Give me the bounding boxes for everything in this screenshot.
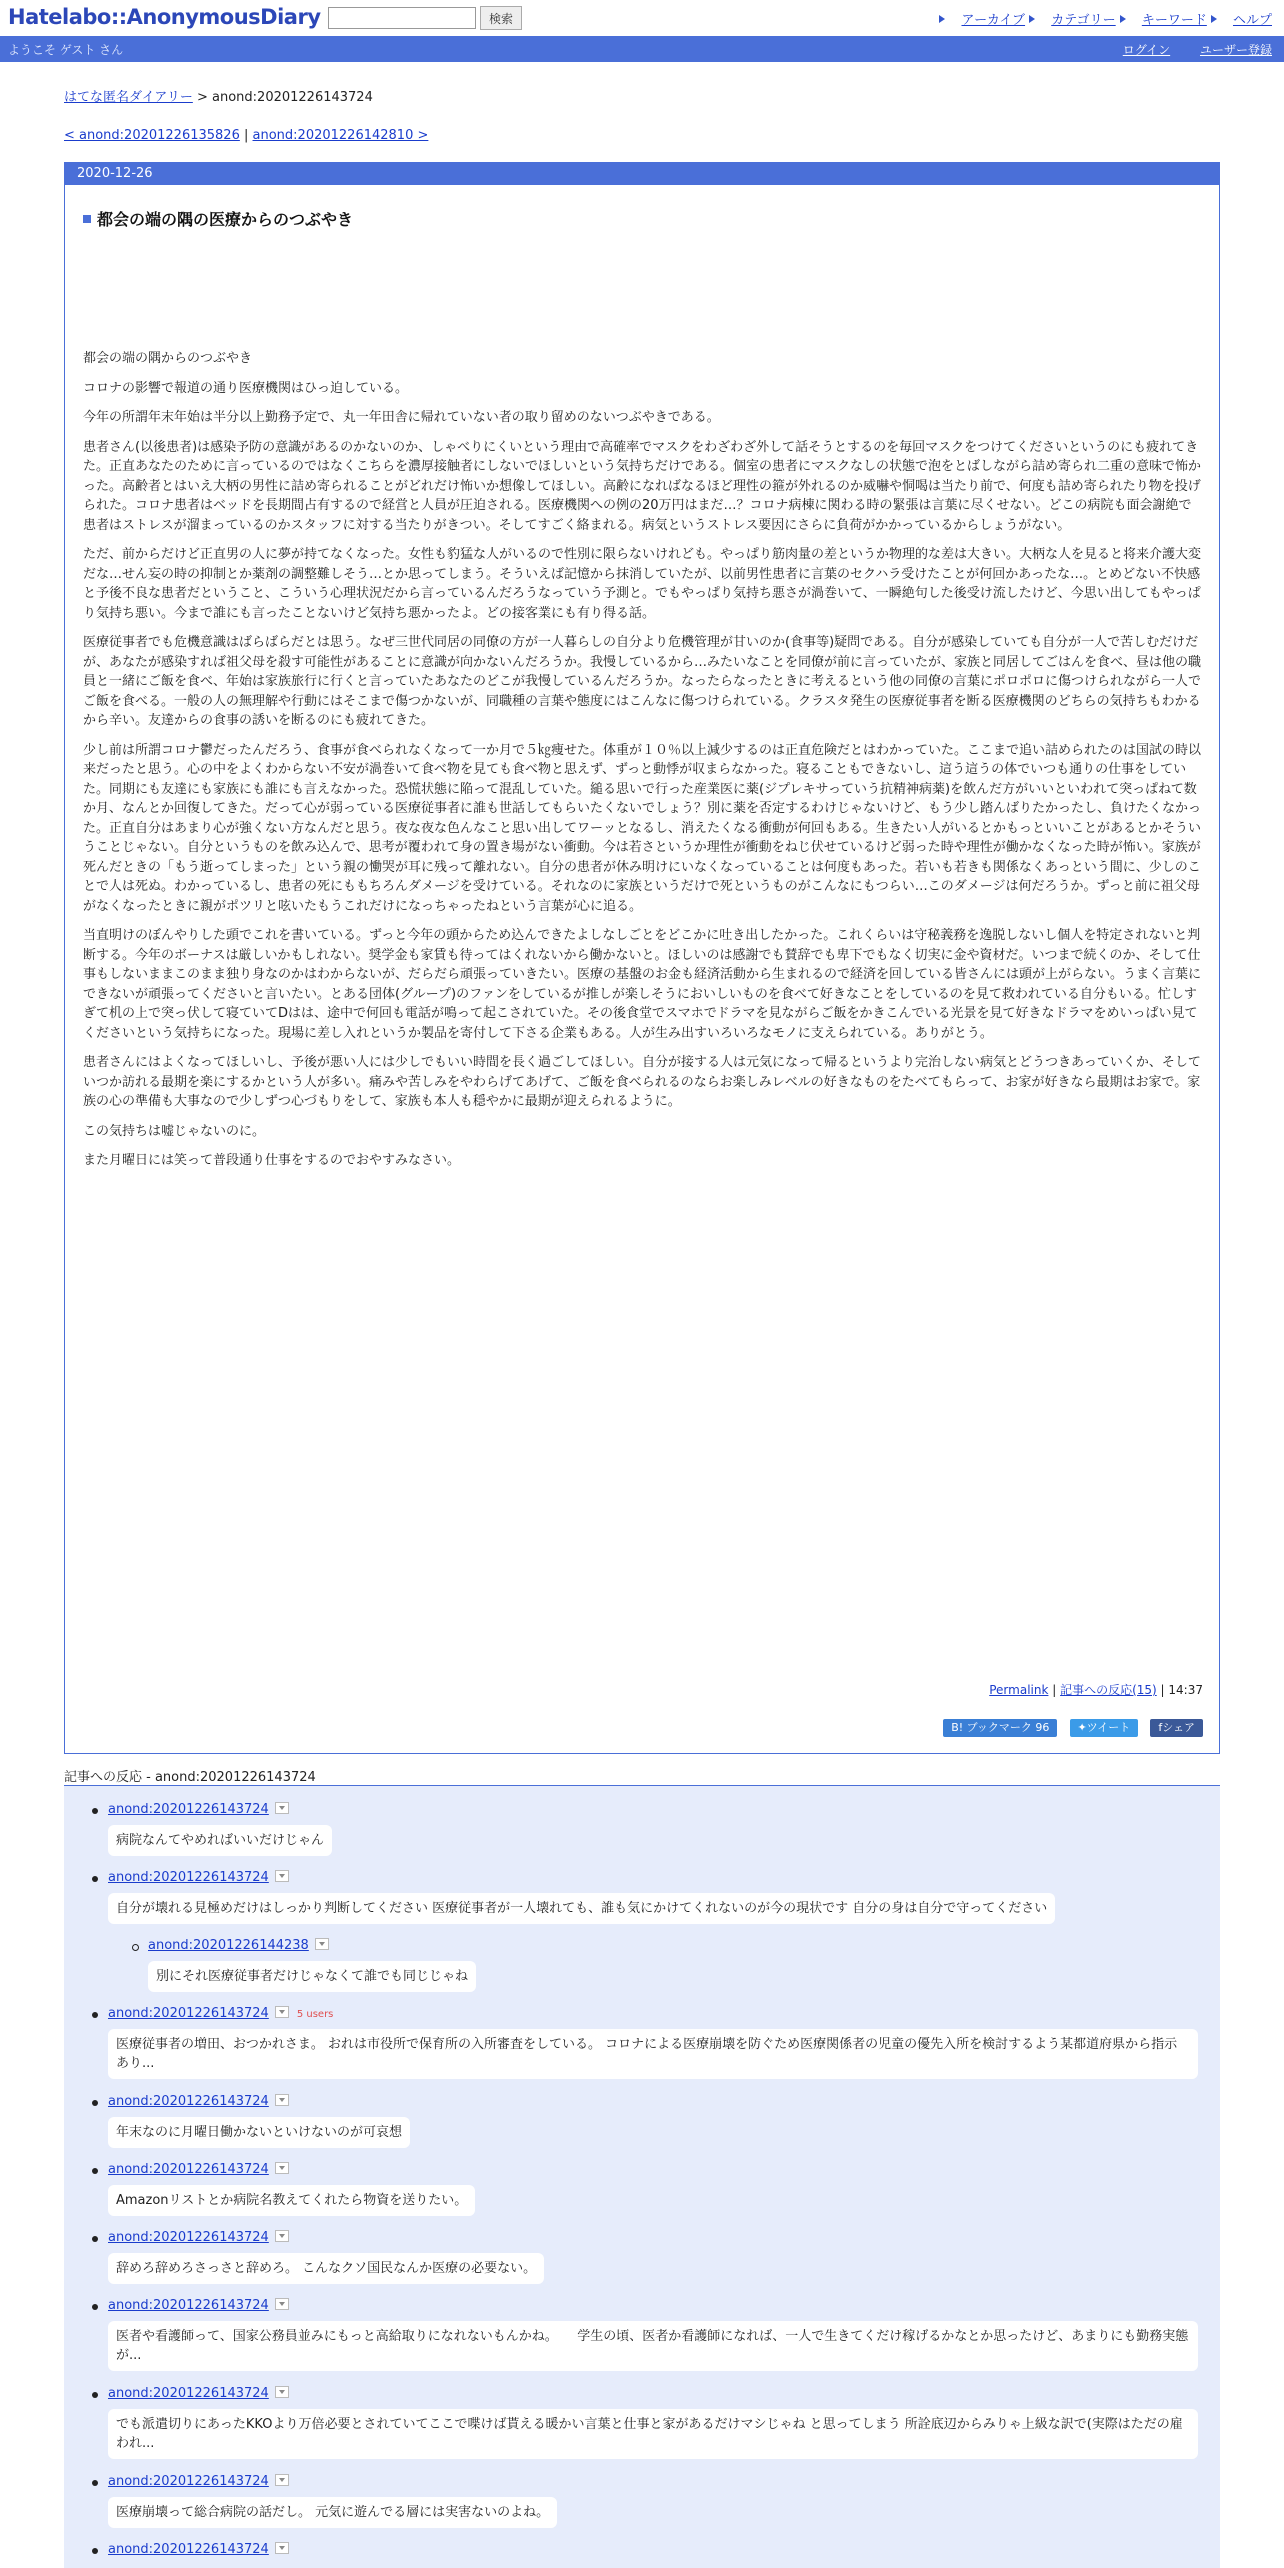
nav-help-link[interactable]: ヘルプ xyxy=(1232,13,1272,28)
entry-paragraph: 少し前は所謂コロナ鬱だったんだろう、食事が食べられなくなって一か月で５㎏痩せた。体重が１０％以上減少するのは正直危険だとはわかっていた。ここまで追い詰められたのは国試の時以来だったと思う。心の中をよくわからない不安が渦巻いて食べ物を見ても食べ物と思えず、ずっと動悸が収まらなかった。寝ることもできないし、這う這うの体でいつも通りの仕事をしていた。同期にも友達にも家族にも誰にも言えなかった。恐慌状態に陥って混乱していた。縋る思いで行った産業医に薬(ジプレキサっていう抗精神病薬)を飲んだ方がいいといわれて突っぱねて数か月、なんとか回復してきた。だって心が弱っている医療従事者に誰も世話してもらいたくないでしょう？別に薬を否定するわけじゃないけど、もう少し踏んばりたかったし、負けたくなかった。正直自分はあまり心が強くない方なんだと思う。夜な夜な色んなこと思い出してワーッとなるし、消えたくなる衝動が何回もある。生きたい人がいるとかもっといいことがあるとかそういうことじゃない。自分というものを飲み込んで、思考が覆われて身の置き場がない衝動。今は若さというか理性が衝動をねじ伏せているけど弱った時や理性が働かなくなった時が怖い。家族が死んだときの「もう逝ってしまった」という親の慟哭が耳に残って離れない。自分の患者が休み明けにいなくなっていることは何度もあった。若いも若きも関係なくあっという間に、少しのことで人は死ぬ。わかっているし、患者の死にももちろんダメージを受けている。それなのに家族というだけで死というものがこんなにもつらい…このダメージは何だろうか。ずっと前に祖父母がなくなったときに親がポツリと呟いたもうこれだけになっちゃったねという言葉が心に追る。 xyxy=(83,742,1202,914)
entry-title xyxy=(83,207,353,230)
entry-title-text[interactable]: 都会の端の隅の医療からのつぶやき xyxy=(97,210,354,229)
square-bullet-icon xyxy=(83,215,91,223)
entry-time: | 14:37 xyxy=(1156,1683,1203,1697)
footer-separator: | xyxy=(1048,1683,1061,1697)
response-link[interactable]: anond:20201226143724 xyxy=(108,2230,269,2245)
arrow-icon xyxy=(1120,15,1126,23)
bullet-icon xyxy=(92,2480,98,2486)
pager-separator: | xyxy=(239,128,253,143)
response-excerpt: 自分が壊れる見極めだけはしっかり判断してください 医療従事者が一人壊れても、誰も気にかけてくれないのが今の現状です 自分の身は自分で守ってください xyxy=(108,1893,1055,1924)
login-link[interactable]: ログイン xyxy=(1122,43,1171,57)
response-excerpt: でも派遣切りにあったKKOより万倍必要とされていてここで喋けば貰える暖かい言葉と仕事と家があるだけマシじゃね と思ってしまう 所詮底辺からみりゃ上級な訳で(実際はただの雇われ... xyxy=(108,2409,1198,2459)
response-link[interactable]: anond:20201226143724 xyxy=(108,2094,269,2109)
entry-paragraph: この気持ちは嘘じゃないのに。 xyxy=(83,1123,266,1139)
twitter-bird-icon: ✦ xyxy=(1077,1721,1087,1734)
response-item xyxy=(108,2386,1198,2459)
response-excerpt: Amazonリストとか病院名教えてくれたら物資を送りたい。 xyxy=(108,2185,475,2216)
entry-paragraph: 今年の所謂年末年始は半分以上勤務予定で、丸一年田舎に帰れていない者の取り留めのないつぶやきである。 xyxy=(83,410,720,425)
response-link[interactable]: anond:20201226143724 xyxy=(108,1802,269,1817)
tweet-button[interactable] xyxy=(1070,1719,1139,1737)
response-excerpt: 医者や看護師って、国家公務員並みにもっと高給取りになれないもんかね。 学生の頃、医者か看護師になれば、一人で生きてくだけ稼げるかなとか思ったけど、あまりにも勤務実態が... xyxy=(108,2321,1198,2371)
bullet-icon xyxy=(92,1808,98,1814)
facebook-icon: f xyxy=(1158,1721,1163,1734)
entry-box xyxy=(64,162,1220,1754)
dropdown-icon[interactable] xyxy=(275,2298,289,2310)
bullet-icon xyxy=(92,2548,98,2554)
bullet-icon xyxy=(92,2168,98,2174)
response-link[interactable]: anond:20201226143724 xyxy=(108,2542,269,2557)
top-nav xyxy=(939,9,1272,28)
responses-list xyxy=(64,1786,1220,2568)
response-item xyxy=(108,2162,475,2216)
response-excerpt: 医療崩壊って総合病院の話だし。 元気に遊んでる層には実害ないのよね。 xyxy=(108,2497,557,2528)
user-links xyxy=(1097,41,1272,58)
register-link[interactable]: ユーザー登録 xyxy=(1199,43,1272,57)
search-button[interactable]: 検索 xyxy=(480,6,522,30)
response-item xyxy=(108,2542,289,2557)
responses-count-link[interactable]: 記事への反応(15) xyxy=(1060,1683,1157,1697)
top-header xyxy=(0,0,1284,36)
response-excerpt: 別にそれ医療従事者だけじゃなくて誰でも同じじゃね xyxy=(148,1961,476,1992)
response-item xyxy=(108,2230,544,2284)
bullet-icon xyxy=(92,2392,98,2398)
share-buttons xyxy=(935,1719,1203,1737)
nav-keyword-link[interactable]: キーワード xyxy=(1141,13,1207,28)
entry-paragraph: ただ、前からだけど正直男の人に夢が持てなくなった。女性も豹猛な人がいるので性別に限らないけれども。やっぱり筋肉量の差というか物理的な差は大きい。大柄な人を見ると将来介護大変だな…せん妄の時の抑制とか薬剤の調整難しそう…とか思ってしまう。そういえば記憶から抹消していたが、以前男性患者に言葉のセクハラ受けたことが何回かあったな…。とめどない不快感と予後不良な患者だということ、こういう心理状況だから言っているんだろうなっていう予測と。でもやっぱり気持ち悪さが渦巻いて、一瞬絶句した後受け流したけど、今思い出してもやっぱり気持ち悪い。今まで誰にも言ったことないけど気持ち悪かったよ。どの接客業にも有り得る話。 xyxy=(83,547,1202,621)
next-entry-link[interactable]: anond:20201226142810 > xyxy=(252,128,429,143)
response-item xyxy=(108,1870,1055,1924)
dropdown-icon[interactable] xyxy=(275,2094,289,2106)
bullet-icon xyxy=(92,2236,98,2242)
entry-pager xyxy=(64,128,428,143)
response-item xyxy=(108,2094,410,2148)
response-link[interactable]: anond:20201226143724 xyxy=(108,1870,269,1885)
response-link[interactable]: anond:20201226143724 xyxy=(108,2298,269,2313)
permalink-link[interactable]: Permalink xyxy=(989,1683,1049,1697)
response-item xyxy=(108,2006,1198,2079)
nav-archive-link[interactable]: アーカイブ xyxy=(961,13,1026,28)
breadcrumb-current: anond:20201226143724 xyxy=(212,90,373,105)
bullet-icon xyxy=(92,1876,98,1882)
dropdown-icon[interactable] xyxy=(275,1870,289,1882)
response-link[interactable]: anond:20201226143724 xyxy=(108,2386,269,2401)
dropdown-icon[interactable] xyxy=(275,2386,289,2398)
response-item xyxy=(108,1802,332,1856)
bullet-icon xyxy=(92,2012,98,2018)
dropdown-icon[interactable] xyxy=(275,2162,289,2174)
breadcrumb-separator: > xyxy=(192,90,213,105)
breadcrumb xyxy=(64,86,373,105)
response-link[interactable]: anond:20201226144238 xyxy=(148,1938,309,1953)
share-label: シェア xyxy=(1162,1721,1195,1734)
entry-body xyxy=(83,349,1201,1181)
entry-paragraph: コロナの影響で報道の通り医療機関はひっ迫している。 xyxy=(83,380,409,396)
arrow-icon xyxy=(1029,15,1035,23)
arrow-icon xyxy=(1211,15,1217,23)
response-excerpt: 医療従事者の増田、おつかれさま。 おれは市役所で保育所の入所審査をしている。 コロナによる医療崩壊を防ぐため医療関係者の児童の優先入所を検討するよう某都道府県から指示あり... xyxy=(108,2029,1198,2079)
tweet-label: ツイート xyxy=(1086,1721,1131,1734)
response-link[interactable]: anond:20201226143724 xyxy=(108,2006,269,2021)
response-link[interactable]: anond:20201226143724 xyxy=(108,2162,269,2177)
entry-paragraph: 当直明けのぼんやりした頭でこれを書いている。ずっと今年の頭からため込んできたよしなしごとをどこかに吐き出したかった。これくらいは守秘義務を逸脱しないし個人を特定されないと判断する。今年のボーナスは厳しいかもしれない。奨学金も家賃も待ってはくれないから働かないと。ほしいのは感謝でも賛辞でも卑下でもなく切実に金や資材だ。いつまで続くのか、そして仕事もしないままこのまま独り身なのかはわからないが、だらだら頑張っていきたい。医療の基盤のお金も経済活動から生まれるので経済を回している皆さんには頭が上がらない。うまく言葉にできないが頑張ってくださいと言いたい。とある団体(グループ)のファンをしているが推しが楽しそうにおいしいものを食べて好きなことをしているのを見て救われている自分もいる。忙しすぎて机の上で突っ伏して寝ていてDはは、途中で何回も電話が鳴って起こされていた。その後食堂でスマホでドラマを見ながらご飯をかきこんでいる光景を見て好きなドラマをめいっぱい見てくださいという気持ちになった。現場に差し入れというか製品を寄付して下さる企業もある。人が生み出すいろいろなモノに支えられている。ありがとう。 xyxy=(83,928,1202,1041)
response-link[interactable]: anond:20201226143724 xyxy=(108,2474,269,2489)
dropdown-icon[interactable] xyxy=(275,2474,289,2486)
entry-paragraph: また月曜日には笑って普段通り仕事をするのでおやすみなさい。 xyxy=(83,1153,461,1168)
bullet-icon xyxy=(92,2304,98,2310)
hatena-bookmark-button[interactable]: B! ブックマーク 96 xyxy=(943,1719,1057,1737)
entry-paragraph: 医療従事者でも危機意識はばらばらだとは思う。なぜ三世代同居の同僚の方が一人暮らしの自分より危機管理が甘いのか(食事等)疑問である。自分が感染していても自分が一人で苦しむだけだが、あなたが感染すれば祖父母を殺す可能性があることに意識が向かないんだろうか。我慢しているから…みたいなことを同僚が前に言っていたが、家族と同居してごはんを食べ、昼は他の職員と一緒にご飯を食べ、年始は家族旅行に行くと言っていたあなたのどこが我慢しているんだろうか。なったらなったときに考えるという他の同僚の言葉にポロポロに傷つけられながら一人でご飯を食べる。一般の人の無理解や行動にはそこまで傷つかないが、同職種の言葉や態度にはこんなに傷つけられている。クラスタ発生の医療従事者を断る医療機関のどちらの気持ちもわかるから辛い。友達からの食事の誘いを断るのにも疲れてきた。 xyxy=(83,635,1202,728)
breadcrumb-home-link[interactable]: はてな匿名ダイアリー xyxy=(64,90,193,105)
dropdown-icon[interactable] xyxy=(275,1802,289,1814)
bullet-icon xyxy=(92,2100,98,2106)
response-item xyxy=(108,2298,1198,2371)
welcome-text: ようこそ ゲスト さん xyxy=(8,43,124,57)
dropdown-icon[interactable] xyxy=(275,2006,289,2018)
entry-date: 2020-12-26 xyxy=(65,163,1219,185)
entry-paragraph: 患者さん(以後患者)は感染予防の意識があるのかないのか、しゃべりにくいという理由で高確率でマスクをわざわざ外して話そうとするのを毎回マスクをつけてくださいというのにも疲れてきた。正直あなたのために言っているのではなくこちらを濃厚接触者にしないでほしいという気持ちだけである。個室の患者にマスクなしの状態で泡をとばしながら詰め寄られ二重の意味で怖かった。高齢者とはいえ大柄の男性に詰め寄られることがどれだけ怖いか想像してほしい。高齢になればなるほど理性の箍が外れるのか威嚇や恫喝は当たり前で、何度も詰め寄られたり物を投げられた。コロナ患者はベッドを長期間占有するので経営と人員が圧迫される。医療機関への例の20万円はまだ…？コロナ病棟に関わる時の緊張は言葉に尽くせない。どこの病院も面会謝絶で患者はストレスが溜まっているのかスタッフに対する当たりがきつい。そしてすごく絡まれる。病気というストレス要因にさらに負荷がかかっているからしょうがない。 xyxy=(83,439,1202,533)
response-item-nested xyxy=(148,1938,476,1992)
entry-paragraph: 患者さんにはよくなってほしいし、予後が悪い人には少しでもいい時間を長く過ごしてほしい。自分が接する人は元気になって帰るというより完治しない病気とどうつきあっていくか、そしていつか訪れる最期を楽にするかという人が多い。痛みや苦しみをやわらげてあげて、ご飯を食べられるのならお楽しみレベルの好きなものをたべてもらって、お家が好きなら最期はお家で。家族の心の準備も大事なので少しずつ心づもりをして、家族も本人も穏やかに最期が迎えられるように。 xyxy=(83,1055,1201,1109)
prev-entry-link[interactable]: < anond:20201226135826 xyxy=(64,128,240,143)
response-excerpt: 年末なのに月曜日働かないといけないのが可哀想 xyxy=(108,2117,410,2148)
entry-paragraph: 都会の端の隅からのつぶやき xyxy=(83,351,253,366)
bookmark-users-badge[interactable]: 5 users xyxy=(296,2009,334,2020)
nav-category-link[interactable]: カテゴリー xyxy=(1051,13,1116,28)
responses-heading: 記事への反応 - anond:20201226143724 xyxy=(64,1770,316,1785)
dropdown-icon[interactable] xyxy=(315,1938,329,1950)
site-logo[interactable]: Hatelabo::AnonymousDiary xyxy=(8,5,321,29)
response-excerpt: 病院なんてやめればいいだけじゃん xyxy=(108,1825,332,1856)
entry-footer xyxy=(989,1681,1203,1698)
bullet-icon xyxy=(132,1944,139,1951)
response-item xyxy=(108,2474,557,2528)
response-excerpt: 辞めろ辞めろさっさと辞めろ。 こんなクソ国民なんか医療の必要ない。 xyxy=(108,2253,544,2284)
dropdown-icon[interactable] xyxy=(275,2542,289,2554)
arrow-icon xyxy=(939,15,945,23)
search-input[interactable] xyxy=(328,7,476,29)
facebook-share-button[interactable] xyxy=(1150,1719,1203,1737)
dropdown-icon[interactable] xyxy=(275,2230,289,2242)
user-bar xyxy=(0,36,1284,62)
